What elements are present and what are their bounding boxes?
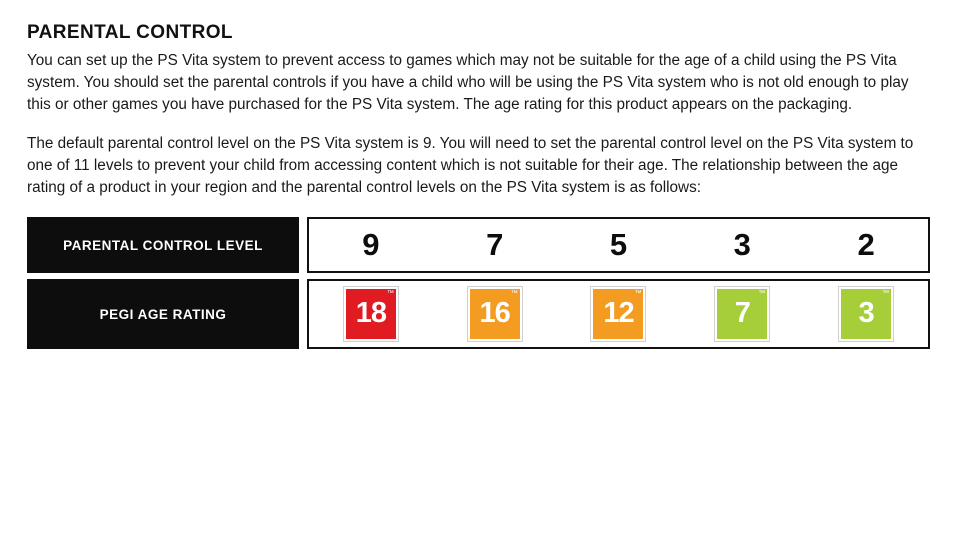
level-value: 9 xyxy=(362,227,380,263)
pegi-rating-icon xyxy=(591,287,645,341)
pegi-age-label: 16 xyxy=(479,296,510,329)
pegi-age-label: 12 xyxy=(603,296,634,329)
level-value: 3 xyxy=(733,227,751,263)
pegi-cell xyxy=(562,287,674,341)
pegi-cell xyxy=(810,287,922,341)
table-row-pegi-age-rating xyxy=(27,279,930,349)
trademark-icon: ™ xyxy=(510,290,518,298)
trademark-icon: ™ xyxy=(758,290,766,298)
level-value: 5 xyxy=(609,227,628,263)
trademark-icon: ™ xyxy=(386,290,394,298)
pegi-rating-icon xyxy=(344,287,398,341)
pegi-age-label: 3 xyxy=(858,296,874,329)
paragraph-1: You can set up the PS Vita system to prevent access to games which may not be suitable for the age of a child using the PS Vita system. You should set the parental controls if you have a child who will be using the PS Vita system who is not old enough to play this or other games you have purchased for the PS Vita system. The age rating for this product appears on the packaging. xyxy=(27,52,909,114)
row-values-levels xyxy=(307,217,930,273)
level-value: 7 xyxy=(486,227,504,263)
level-value: 2 xyxy=(857,227,875,263)
row-values-pegi xyxy=(307,279,930,349)
pegi-rating-icon xyxy=(839,287,893,341)
pegi-rating-icon xyxy=(468,287,522,341)
pegi-age-label: 18 xyxy=(355,296,387,329)
row-header-parental-control-level: PARENTAL CONTROL LEVEL xyxy=(27,217,299,273)
row-header-pegi-age-rating: PEGI AGE RATING xyxy=(27,279,299,349)
pegi-cell xyxy=(315,287,427,341)
pegi-cell xyxy=(439,287,551,341)
pegi-cell xyxy=(686,287,798,341)
pegi-age-label: 7 xyxy=(734,296,750,329)
document-content xyxy=(27,22,933,355)
pegi-rating-icon xyxy=(715,287,769,341)
trademark-icon: ™ xyxy=(634,290,642,298)
trademark-icon: ™ xyxy=(882,290,890,298)
paragraph-2: The default parental control level on the PS Vita system is 9. You will need to set the parental control level on the PS Vita system to one of 11 levels to prevent your child from accessing content which is not suitable for their age. The relationship between the age rating of a product in your region and the parental control levels on the PS Vita system is as follows: xyxy=(27,134,914,196)
table-row-parental-control-level xyxy=(27,217,930,273)
parental-control-table xyxy=(27,217,930,349)
page-title: PARENTAL CONTROL xyxy=(27,22,233,43)
